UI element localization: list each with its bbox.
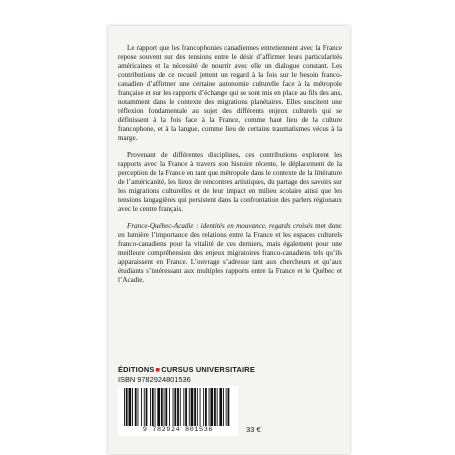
- isbn-text: ISBN 9782924801536: [118, 375, 191, 384]
- barcode-bar: [177, 388, 179, 426]
- blurb-text: [118, 44, 342, 285]
- barcode-number: 9 782924 801536: [118, 426, 238, 435]
- barcode-bar: [209, 388, 210, 426]
- barcode-bar: [173, 388, 174, 426]
- barcode-bar: [180, 388, 181, 426]
- blurb-paragraph-1: Le rapport que les francophonies canadiennes entretiennent avec la France repose souvent sur des tensions entre le désir d’affirmer leurs particularités américaines et la nécessité de nourrir avec elle un dialogue constant. Les contributions de ce recueil jettent un regard à la fois sur le besoin franco-canadien d’affirmer une certaine autonomie culturelle face à la métropole française et sur les rapports d’échange qui se sont mis en place au fils des ans, notamment dans le contexte des migrations planétaires. Elles suscitent une réflexion fondamentale au sujet des différents enjeux culturels qui se définissent à la fois face à la France, comme haut lieu de la culture francophone, et à la langue, comme lieu de certains traumatismes vécus à la marge.: [118, 44, 342, 142]
- barcode-bar: [203, 388, 204, 426]
- barcode-bar: [189, 388, 190, 426]
- publisher-brand: CURSUS UNIVERSITAIRE: [161, 365, 255, 374]
- barcode-bar: [217, 388, 218, 426]
- barcode-bar: [124, 388, 125, 426]
- barcode-bar: [135, 388, 137, 426]
- barcode-bar: [165, 388, 167, 426]
- publisher-square-icon: ■: [155, 365, 161, 374]
- barcode-bar: [169, 388, 170, 426]
- price: 33 €: [246, 425, 261, 434]
- barcode-bar: [194, 388, 196, 426]
- blurb-paragraph-2: Provenant de différentes disciplines, ces contributions explorent les rapports avec la France à travers son histoire récente, le déplacement de la perception de la France en tant que métropole dans le contexte de la littérature de l’américanité, les lieux de rencontres artistiques, du partage des savoirs sur les migrations culturelles et de leur impact en milieu scolaire ainsi que les tensions langagières qui persistent dans la confrontation des parlers régionaux avec le centre français.: [118, 151, 342, 213]
- blurb-paragraph-3: [118, 222, 342, 285]
- publisher-logo: [118, 365, 342, 374]
- barcode-bar: [183, 388, 184, 426]
- barcode-bar: [126, 388, 128, 426]
- barcode: [118, 386, 238, 436]
- barcode-bar: [132, 388, 133, 426]
- book-title-italic: France-Québec-Acadie : identités en mouvance, regards croisés: [127, 222, 313, 230]
- publisher-prefix: ÉDITIONS: [118, 365, 155, 374]
- barcode-bar: [214, 388, 216, 426]
- barcode-bar: [226, 388, 227, 426]
- barcode-bar: [164, 388, 165, 426]
- barcode-bar: [161, 388, 163, 426]
- blurb-paragraph-3-rest: met donc en lumière l’importance des relations entre la France et les espaces culturels franco-canadiens pour la vitalité de ces derniers, mais également pour une meilleure compréhension des enjeux migratoires franco-canadiens tels qu’ils apparaissent en France. L’ouvrage s’adresse tant aux chercheurs et qu’aux étudiants s’intéressant aux multiples rapports entre la France et le Québec et l’Acadie.: [118, 222, 342, 284]
- barcode-bars-icon: [118, 386, 238, 430]
- barcode-bar: [155, 388, 156, 426]
- barcode-bar: [150, 388, 151, 426]
- barcode-bar: [157, 388, 160, 426]
- barcode-bar: [197, 388, 198, 426]
- barcode-bar: [141, 388, 142, 426]
- barcode-bar: [144, 388, 145, 426]
- barcode-bar: [228, 388, 230, 426]
- barcode-bar: [210, 388, 213, 426]
- barcode-bar: [146, 388, 148, 426]
- barcode-bar: [129, 388, 132, 426]
- barcode-bar: [174, 388, 176, 426]
- barcode-bar: [219, 388, 222, 426]
- barcode-bar: [223, 388, 224, 426]
- barcode-bar: [152, 388, 154, 426]
- barcode-bar: [191, 388, 194, 426]
- barcode-bar: [200, 388, 201, 426]
- barcode-bar: [138, 388, 139, 426]
- barcode-bar: [205, 388, 207, 426]
- barcode-bar: [185, 388, 187, 426]
